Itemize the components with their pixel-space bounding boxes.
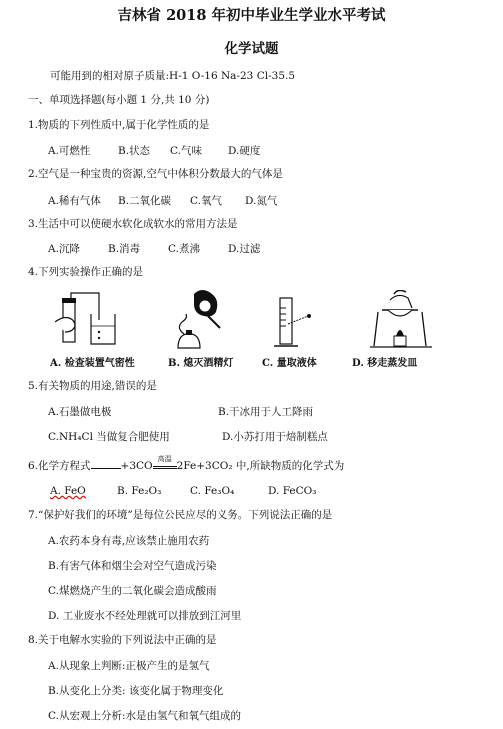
atomic-masses: 可能用到的相对原子质量:H-1 O-16 Na-23 Cl-35.5 [50,70,296,82]
reaction-condition [153,455,177,469]
question-5-option-b: B.干冰用于人工降雨 [218,406,314,418]
question-3-option-c: C.煮沸 [168,243,200,255]
question-3-option-b: B.消毒 [108,243,141,255]
question-6-option-c: C. Fe₃O₄ [190,485,235,497]
figure-c-cylinder [272,296,312,350]
question-8-stem: 8.关于电解水实验的下列说法中正确的是 [28,634,217,646]
answer-blank [91,458,121,469]
figure-b-caption: B. 熄灭酒精灯 [168,358,234,369]
exam-subtitle: 化学试题 [224,41,279,57]
question-6-option-a [50,485,86,497]
question-6-stem-start: 6.化学方程式 [28,460,91,472]
question-6-stem [28,455,345,473]
question-6-option-b: B. Fe₂O₃ [117,485,162,497]
figure-c-caption: C. 量取液体 [262,358,317,369]
question-7-option-d: D. 工业废水不经处理就可以排放到江河里 [48,610,242,622]
question-2-option-a: A.稀有气体 [48,195,101,207]
condition-label: 高温 [157,455,172,463]
figure-d-caption: D. 移走蒸发皿 [352,358,418,369]
question-1-stem: 1.物质的下列性质中,属于化学性质的是 [28,119,210,131]
section-heading: 一、单项选择题(每小题 1 分,共 10 分) [28,94,210,106]
question-8-option-b: B.从变化上分类: 该变化属于物理变化 [48,685,224,697]
question-2-option-b: B.二氧化碳 [118,195,172,207]
question-2-stem: 2.空气是一种宝贵的资源,空气中体积分数最大的气体是 [28,168,283,180]
question-1-option-d: D.硬度 [228,145,261,157]
question-1-option-b: B.状态 [118,145,151,157]
question-2-option-c: C.氧气 [190,195,222,207]
question-7-stem: 7.“保护好我们的环境”是每位公民应尽的义务。下列说法正确的是 [28,509,333,521]
figure-d-evaporating-dish [368,290,434,350]
question-1-option-c: C.气味 [170,145,202,157]
question-5-option-d: D.小苏打用于焙制糕点 [222,431,328,443]
question-3-stem: 3.生活中可以使硬水软化成软水的常用方法是 [28,218,238,230]
question-5-stem: 5.有关物质的用途,错误的是 [28,380,157,392]
question-3-option-d: D.过滤 [228,243,261,255]
question-3-option-a: A.沉降 [48,243,80,255]
question-1-option-a: A.可燃性 [48,145,91,157]
question-7-option-a: A.农药本身有毒,应该禁止施用农药 [48,535,210,547]
question-7-option-c: C.煤燃烧产生的二氧化碳会造成酸雨 [48,585,217,597]
question-8-option-a: A.从现象上判断:正极产生的是氢气 [48,660,210,672]
figure-a-caption: A. 检查装置气密性 [50,358,135,369]
question-4-stem: 4.下列实验操作正确的是 [28,266,144,278]
question-2-option-d: D.氮气 [245,195,278,207]
question-7-option-b: B.有害气体和烟尘会对空气造成污染 [48,560,217,572]
question-5-option-a: A.石墨做电极 [48,406,112,418]
question-6-stem-end: 2Fe+3CO₂ 中,所缺物质的化学式为 [176,460,345,472]
figure-b-lamp [172,288,232,350]
option-a-text: A. FeO [50,485,86,497]
question-5-option-c: C.NH₄Cl 当做复合肥使用 [48,431,170,443]
question-8-option-c: C.从宏观上分析:水是由氢气和氧气组成的 [48,710,242,722]
question-6-option-d: D. FeCO₃ [268,485,317,497]
equals-bars [153,466,177,469]
figure-a-airtightness [55,292,135,350]
exam-title: 吉林省 2018 年初中毕业生学业水平考试 [117,7,386,24]
question-6-reactant: +3CO [120,460,153,472]
